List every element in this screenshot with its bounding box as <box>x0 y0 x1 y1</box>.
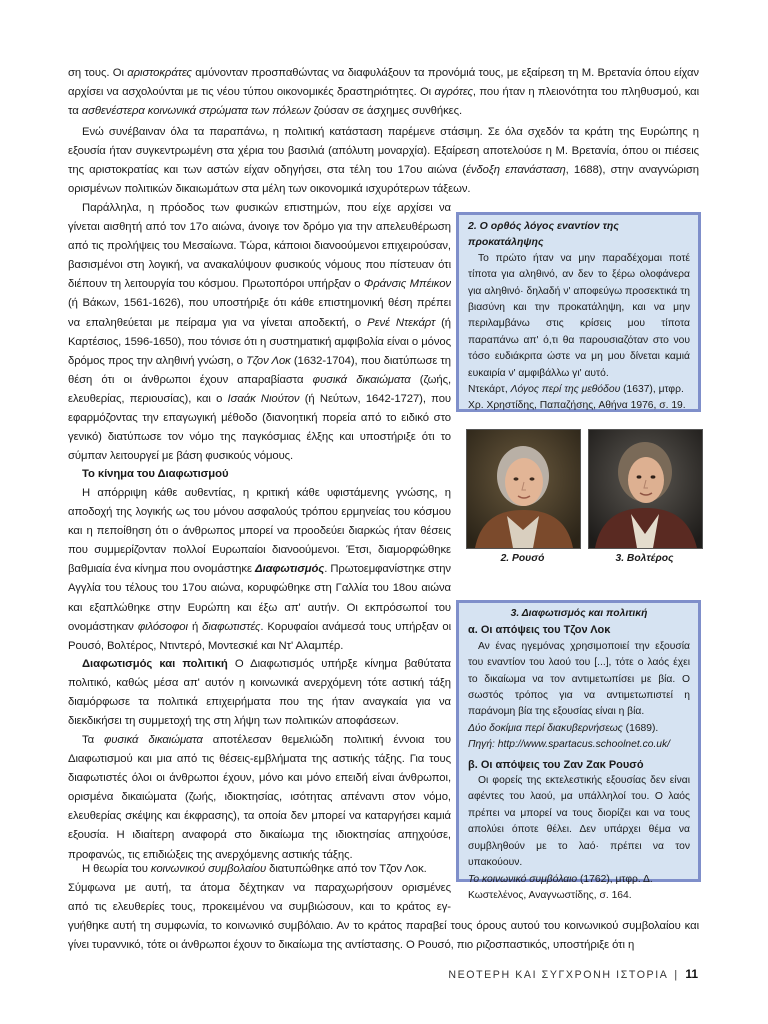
locke-quote: Αν ένας ηγεμόνας χρησιμοποιεί την εξουσία του εναντίον του λαού του [...], τότε ο λαός έχει το δικαίωμα να τον αντιμετωπίσει με βία. Ο σωστός τρόπος για να αντιμετωπιστεί η παράνομη βία της εξουσίας είναι η βία. <box>468 640 690 718</box>
top-paragraph <box>68 64 699 121</box>
rousseau-subheading: β. Οι απόψεις του Ζαν Ζακ Ρουσό <box>468 758 644 771</box>
text-segment: (1637), μτφρ. Χρ. Χρηστίδης, Παπαζήσης, Αθήνα 1976, σ. 19. <box>468 384 686 412</box>
text-segment: Ντεκάρτ, <box>468 384 511 396</box>
rousseau-quote: Οι φορείς της εκτελεστικής εξουσίας δεν είναι αφέντες του λαού, μα υπάλληλοί του. Ο λαός πρέπει να μπορεί να τους διορίζει και να τους απολύει όποτε θέλει. Δεν υπάρχει θέμα να συμβληθούν με το λαό· πρέπει να τον υπακούουν. <box>468 775 690 869</box>
text-segment: αμύνονταν προσπαθώντας να διαφυλάξουν τα προνόμιά τους, με εξαίρεση τη Μ. Βρετανία όπου είχαν αρχίσει να ασχολούνται με τις νέου τύπου οικονομικές δραστηριότητες. Οι <box>68 67 699 99</box>
source-box-title: 3. Διαφωτισμός και πολιτική <box>510 608 648 619</box>
rousseau-citation <box>468 872 690 905</box>
text-segment: , που ήταν η πλειονότητα του πληθυσμού, και τα <box>68 86 699 118</box>
text-segment: Η απόρριψη κάθε αυθεντίας, η κριτική κάθε υφιστάμενης γνώσης, η αποδοχή της λογικής ως του μόνου ασφαλούς τρόπου ερμηνείας του κόσμου και η πεποίθηση ότι ο άνθρωπος μπορεί να προοδεύει διαρκώς ήταν θέσεις που συμμερίζονταν πολλοί Ευρωπαίοι διανοούμενοι. Έτσι, διαμορφώθηκε βαθμιαία ένα κίνημα που ονομάστηκε <box>68 487 451 576</box>
text-segment: (ή Νεύτων, 1642-1727), που εφαρμόζοντας την επαγωγική μέθοδο (διανοητική πορεία από το ειδικό στο γενικό) διατύπωσε τον νόμο της παγκόσμιας έλξης και υποστήριξε ότι το σύμπαν λειτουργεί με βάση φυσικούς νόμους. <box>68 392 451 463</box>
text-segment: ή <box>187 620 203 633</box>
text-segment: (ζωής, ελευθερίας, περιουσίας), και ο <box>68 373 451 405</box>
enlightenment-paragraph <box>68 484 451 656</box>
text-segment: . Πρωτοεμφανίστηκε στην Αγγλία του τέλους του 17ου αιώνα, κορυφώθηκε στη Γαλλία του 18ου αιώνα και εξαπλώθηκε στην Ευρώπη και έξω απ' αυτήν. Οι εκπρόσωποί του ονομάστηκαν <box>68 563 451 633</box>
social-contract-continuation: γυήθηκε αυτή τη συμφωνία, το κοινωνικό συμβόλαιο. Αν το κράτος παραβεί τους όρους αυτού του κοινωνικού συμβολαίου και γίνει τυραννικό, τότε οι άνθρωποι έχουν το δικαίωμα της αντίστασης. Ο Ρουσό, πιο ριζοσπαστικός, υποστήριξε ότι η <box>68 920 699 952</box>
book-title: Το κοινωνικό συμβόλαιο <box>468 873 578 885</box>
name-newton: Ισαάκ Νιούτον <box>227 392 300 405</box>
text-segment: ζούσαν σε άσχημες συνθήκες. <box>310 105 463 118</box>
book-title: Λόγος περί της μεθόδου <box>510 384 621 396</box>
name-descartes: Ρενέ Ντεκάρτ <box>367 316 436 329</box>
page-number: 11 <box>685 967 698 981</box>
term-enlighteners: διαφωτιστές <box>202 620 261 633</box>
locke-subheading: α. Οι απόψεις του Τζον Λοκ <box>468 624 611 637</box>
rousseau-portrait-image <box>467 430 580 548</box>
name-bacon: Φράνσις Μπέικον <box>363 278 452 291</box>
term-enlightenment: Διαφωτισμός <box>255 563 325 576</box>
voltaire-portrait <box>588 429 703 549</box>
term-glorious-revolution: ένδοξη επανάσταση <box>465 164 566 177</box>
text-segment: (1762), μτφρ. Δ. Κωστελένος, Αναγνωστίδης, σ. 164. <box>468 873 653 901</box>
term-weak-strata: ασθενέστερα κοινωνικά στρώματα των πόλεων <box>81 105 311 118</box>
text-segment: διατυπώθηκε από τον Τζον Λοκ. <box>266 863 427 875</box>
text-segment: ση τους. Οι <box>68 67 128 79</box>
name-locke: Τζον Λοκ <box>245 354 291 367</box>
voltaire-caption: 3. Βολτέρος <box>615 553 674 564</box>
term-philosophers: φιλόσοφοι <box>137 620 188 633</box>
rousseau-portrait <box>466 429 581 549</box>
rousseau-caption: 2. Ρουσό <box>500 553 545 564</box>
text-segment: (ή Βάκων, 1561-1626), που υποστήριξε ότι κάθε επιστημονική θέση πρέπει να επαληθεύεται με πείραμα για να γίνεται αποδεκτή, ο <box>68 297 451 329</box>
text-segment: Παράλληλα, η πρόοδος των φυσικών επιστημών, που είχε αρχίσει να γίνεται αισθητή από τον 17ο αιώνα, άνοιγε τον δρόμο για την απελευθέρωση από τις προλήψεις του Μεσαίωνα. Τώρα, κάποιοι διανοούμενοι επιχειρούσαν, βασισμένοι στη λογική, να ανακαλύψουν φυσικούς νόμους που πίστευαν ότι διέπουν τη λειτουργία του κόσμου. Πρωτοπόροι υπήρξαν ο <box>68 202 451 291</box>
text-segment: Ο Διαφωτισμός υπήρξε κίνημα βαθύτατα πολιτικό, καθώς μέσα απ' αυτόν η κοινωνικά ανερχόμενη τότε αστική τάξη διαμόρφωσε τα πολιτικά επιχειρήματα που της ήταν αναγκαία για να διεκδικήσει τη συμμετοχή της στη λήψη των πολιτικών αποφάσεων. <box>68 658 451 728</box>
social-contract-line-2: Σύμφωνα με αυτή, τα άτομα δέχτηκαν να παραχωρήσουν ορισμένες <box>68 882 451 894</box>
text-segment: Ενώ συνέβαιναν όλα τα παραπάνω, η πολιτική κατάσταση παρέμενε στάσιμη. Σε όλα σχεδόν τα κράτη της Ευρώπης η εξουσία ήταν συγκεντρωμένη στα χέρια του βασιλιά (απόλυτη μοναρχία). Εξαίρεση αποτελούσε η Μ. Βρετανία, όπου οι πιέσεις της αριστοκρατίας και των αστών είχαν οδηγήσει, στα τέλη του 17ου αιώνα ( <box>68 126 699 177</box>
text-segment: Η θεωρία του <box>82 863 151 875</box>
science-paragraph <box>68 199 451 466</box>
book-title-running-footer: ΝΕΟΤΕΡΗ ΚΑΙ ΣΥΓΧΡΟΝΗ ΙΣΤΟΡΙΑ <box>448 969 668 981</box>
source-box-politics <box>456 600 701 901</box>
source-box-title: 2. Ο ορθός λόγος εναντίον της προκατάληψης <box>468 220 619 249</box>
footer-separator: | <box>674 969 679 981</box>
locke-citation <box>468 721 690 737</box>
politics-paragraph <box>68 655 451 731</box>
source-box-quote: Το πρώτο ήταν να μην παραδέχομαι ποτέ τίποτα για αληθινό, αν δεν το ξέρω ολοφάνερα για αληθινό· δηλαδή ν' αποφεύγω προσεκτικά τη βιασύνη και την προκατάληψη, και να μην περιλαμβάνω στις κρίσεις μου τίποτα παραπάνω απ' ό,τι θα παρουσιαζόταν στο νου τόσο ευδιάκριτα ώστε να μη μου δίνεται καμιά ευκαιρία ν' αμφιβάλλω γι' αυτό. <box>468 252 690 379</box>
voltaire-portrait-image <box>589 430 702 548</box>
text-segment: (1689). <box>622 722 659 734</box>
politics-run-in-heading: Διαφωτισμός και πολιτική <box>82 658 228 670</box>
text-segment: (1632-1704), που διατύπωσε τη θέση ότι οι άνθρωποι έχουν απαραβίαστα <box>68 354 451 386</box>
text-segment: , 1688), στην αναγνώριση ορισμένων πολιτικών δικαιωμάτων στα μέλη των οικονομικά ισχυρότερων τάξεων. <box>68 164 699 196</box>
social-contract-line-3: από τις ελευθερίες τους, προκειμένου να συμβιώσουν, και το κράτος εγ- <box>68 901 451 913</box>
enlightenment-heading: Το κίνημα του Διαφωτισμού <box>82 468 229 480</box>
page-footer <box>448 967 698 981</box>
term-natural-rights: φυσικά δικαιώματα <box>312 373 411 386</box>
text-segment: . Κορυφαίοι ανάμεσά τους υπήρξαν οι Ρουσό, Βολτέρος, Ντιντερό, Μοντεσκιέ και Ντ' Αλαμπέρ. <box>68 620 451 652</box>
text-segment: (ή Καρτέσιος, 1596-1650), που τόνισε ότι η συστηματική αμφιβολία είναι ο μόνος δρόμος προς την αληθινή γνώση, ο <box>68 316 451 367</box>
natural-rights-paragraph <box>68 731 451 865</box>
source-box-descartes <box>456 212 701 412</box>
locke-source-url: Πηγή: http://www.spartacus.schoolnet.co.uk/ <box>468 739 671 751</box>
source-box-citation <box>468 382 690 415</box>
book-title: Δύο δοκίμια περί διακυβερνήσεως <box>468 722 623 734</box>
text-segment: αποτέλεσαν θεμελιώδη πολιτική έννοια του Διαφωτισμού και μια από τις θέσεις-εμβλήματα της αστικής τάξης. Για τους διαφωτιστές όλοι οι άνθρωποι έχουν, μόνο και μόνο επειδή είναι άνθρωποι, ορισμένα δικαιώματα (ζωής, ιδιοκτησίας, ισότητας απέναντι στον νόμο, ελευθερίας σκέψης και έκφρασης), τα οποία δεν μπορεί να καταργήσει καμιά εξουσία. Η ιδιαίτερη αναφορά στο δικαίωμα της ιδιοκτησίας απηχούσε, προφανώς, τις επιδιώξεις της ανερχόμενης αστικής τάξης. <box>68 734 451 861</box>
political-situation-paragraph <box>68 123 699 199</box>
social-contract-line-1 <box>68 860 451 879</box>
term-aristocrats: αριστοκράτες <box>127 67 192 79</box>
term-social-contract: κοινωνικού συμβολαίου <box>150 863 267 875</box>
term-farmers: αγρότες <box>434 86 473 99</box>
text-segment: Τα <box>82 734 105 746</box>
term-natural-rights: φυσικά δικαιώματα <box>104 734 203 746</box>
